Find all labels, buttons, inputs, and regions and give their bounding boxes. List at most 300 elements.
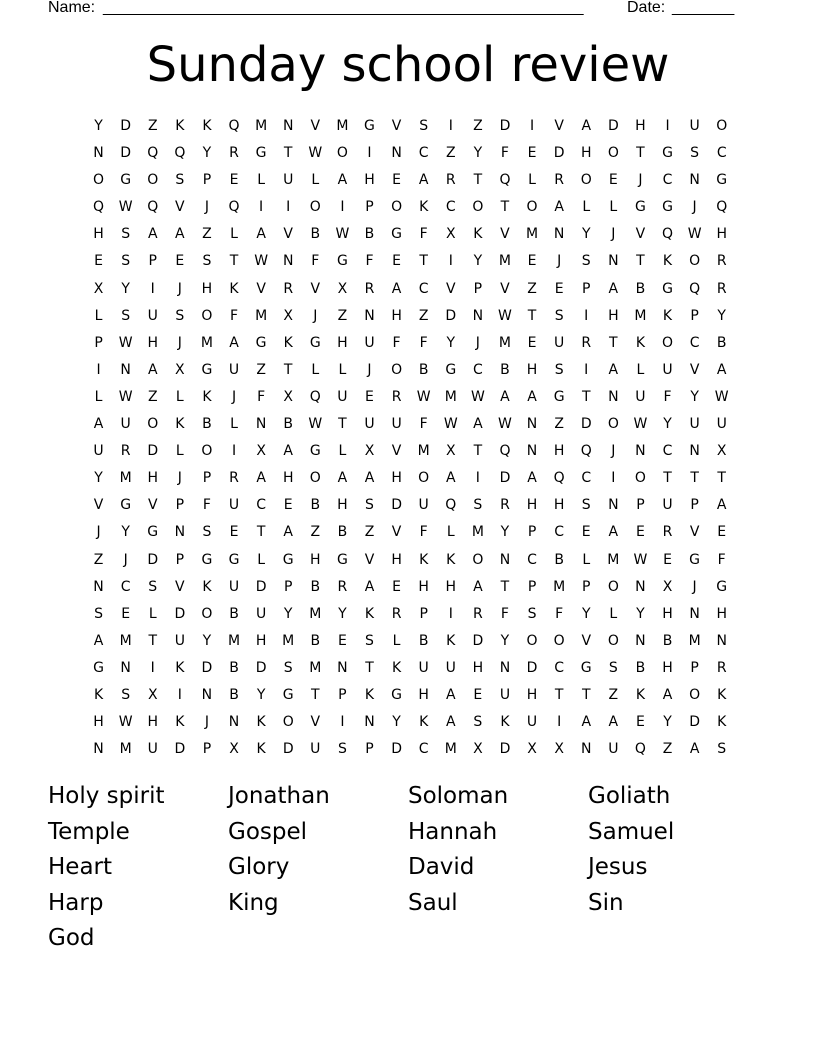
- grid-letter: N: [120, 659, 131, 676]
- grid-letter: F: [555, 605, 564, 622]
- grid-letter: L: [311, 172, 320, 189]
- grid-letter: U: [364, 334, 375, 351]
- grid-letter: M: [471, 524, 484, 541]
- grid-letter: Z: [147, 388, 158, 405]
- grid-letter: Q: [634, 741, 646, 758]
- grid-letter: T: [473, 443, 483, 460]
- grid-letter: M: [119, 470, 132, 487]
- date-label: Date:: [627, 0, 666, 16]
- grid-letter: K: [662, 253, 673, 270]
- grid-letter: K: [419, 714, 429, 731]
- word-bank-item: Hannah: [408, 818, 498, 845]
- grid-letter: S: [608, 659, 618, 676]
- grid-letter: P: [175, 497, 185, 514]
- grid-letter: A: [364, 578, 375, 595]
- grid-letter: K: [446, 632, 456, 649]
- grid-letter: A: [500, 388, 510, 405]
- grid-letter: U: [255, 605, 267, 622]
- grid-letter: R: [662, 524, 673, 541]
- grid-letter: G: [255, 145, 267, 162]
- grid-letter: H: [391, 307, 402, 324]
- grid-letter: N: [364, 307, 375, 324]
- grid-letter: K: [93, 686, 104, 703]
- grid-letter: A: [418, 172, 429, 189]
- grid-letter: H: [418, 686, 429, 703]
- grid-letter: L: [257, 551, 266, 568]
- grid-letter: K: [446, 551, 456, 568]
- grid-letter: A: [93, 632, 104, 649]
- grid-letter: D: [282, 741, 294, 758]
- grid-letter: N: [608, 497, 619, 514]
- grid-letter: Z: [202, 226, 212, 243]
- grid-letter: N: [93, 578, 104, 595]
- grid-row: [85, 682, 736, 709]
- grid-letter: Y: [500, 632, 510, 649]
- grid-letter: T: [311, 686, 320, 703]
- grid-letter: D: [499, 118, 511, 134]
- grid-letter: S: [527, 605, 537, 622]
- grid-letter: V: [310, 280, 321, 297]
- grid-letter: I: [475, 470, 480, 487]
- grid-letter: Y: [202, 632, 212, 649]
- grid-letter: F: [257, 388, 266, 405]
- grid-letter: U: [689, 118, 700, 134]
- grid-letter: T: [365, 659, 374, 676]
- grid-letter: X: [93, 280, 104, 297]
- grid-letter: S: [581, 253, 591, 270]
- grid-letter: H: [526, 361, 538, 378]
- grid-letter: D: [391, 497, 402, 514]
- grid-letter: X: [256, 443, 266, 460]
- grid-letter: A: [445, 714, 456, 731]
- grid-letter: I: [584, 361, 589, 378]
- grid-letter: D: [472, 632, 484, 649]
- grid-letter: H: [418, 578, 429, 595]
- grid-letter: X: [283, 388, 293, 405]
- grid-letter: A: [608, 524, 619, 541]
- grid-row: [85, 330, 736, 357]
- grid-letter: H: [93, 226, 104, 243]
- grid-letter: U: [418, 659, 429, 676]
- grid-letter: M: [282, 632, 295, 649]
- grid-letter: K: [256, 741, 266, 758]
- grid-letter: F: [229, 307, 239, 324]
- grid-letter: U: [93, 443, 104, 460]
- grid-letter: E: [337, 632, 347, 649]
- grid-letter: S: [554, 361, 564, 378]
- grid-letter: B: [229, 605, 239, 622]
- grid-letter: H: [391, 470, 402, 487]
- grid-letter: F: [500, 145, 509, 162]
- grid-letter: E: [229, 524, 239, 541]
- grid-letter: U: [337, 388, 348, 405]
- grid-letter: N: [526, 443, 538, 460]
- grid-letter: I: [448, 253, 453, 270]
- grid-letter: N: [608, 253, 619, 270]
- grid-letter: N: [635, 578, 646, 595]
- grid-letter: Z: [337, 307, 348, 324]
- grid-letter: V: [500, 226, 510, 243]
- grid-letter: B: [310, 632, 321, 649]
- grid-letter: Y: [338, 605, 347, 622]
- word-search-grid: [85, 113, 736, 763]
- grid-letter: M: [255, 307, 268, 324]
- grid-letter: C: [689, 334, 700, 351]
- grid-letter: S: [283, 659, 293, 676]
- grid-letter: G: [634, 199, 646, 216]
- grid-row: [85, 194, 736, 221]
- grid-letter: C: [716, 145, 727, 162]
- grid-letter: X: [445, 443, 456, 460]
- grid-letter: R: [581, 334, 592, 351]
- grid-letter: U: [499, 686, 511, 703]
- grid-letter: Q: [580, 443, 592, 460]
- grid-letter: T: [256, 524, 266, 541]
- grid-letter: W: [443, 416, 458, 433]
- grid-letter: L: [257, 172, 266, 189]
- grid-letter: T: [554, 686, 564, 703]
- grid-letter: P: [365, 199, 374, 216]
- grid-letter: J: [611, 226, 616, 243]
- grid-letter: Z: [554, 416, 564, 433]
- grid-letter: U: [174, 632, 185, 649]
- grid-letter: K: [635, 686, 646, 703]
- grid-letter: W: [308, 416, 323, 433]
- grid-letter: G: [689, 551, 701, 568]
- grid-letter: G: [662, 199, 673, 216]
- grid-letter: V: [689, 361, 700, 378]
- grid-letter: R: [229, 145, 239, 162]
- word-bank-item: Jesus: [588, 854, 648, 880]
- grid-letter: F: [717, 551, 726, 568]
- grid-letter: G: [228, 551, 240, 568]
- grid-letter: P: [690, 307, 699, 324]
- grid-letter: H: [255, 632, 267, 649]
- grid-letter: S: [473, 714, 483, 731]
- grid-letter: G: [445, 361, 457, 378]
- grid-row: [85, 574, 736, 601]
- grid-letter: V: [554, 118, 564, 134]
- grid-letter: T: [229, 253, 239, 270]
- grid-row: [85, 167, 736, 194]
- grid-letter: I: [150, 280, 155, 297]
- grid-letter: P: [365, 741, 374, 758]
- grid-letter: I: [259, 199, 264, 216]
- header-line: [48, 0, 748, 20]
- page-title: Sunday school review: [146, 37, 670, 93]
- word-bank-item: Sin: [588, 889, 624, 916]
- grid-letter: R: [716, 659, 727, 676]
- grid-letter: P: [202, 470, 212, 487]
- grid-letter: G: [309, 443, 321, 460]
- grid-letter: Q: [553, 470, 565, 487]
- grid-letter: Y: [500, 524, 510, 541]
- grid-row: [85, 547, 736, 574]
- grid-row: [85, 628, 736, 655]
- grid-letter: L: [582, 199, 591, 216]
- grid-letter: P: [202, 172, 212, 189]
- grid-letter: V: [500, 280, 510, 297]
- grid-letter: Z: [608, 686, 619, 703]
- grid-letter: N: [553, 226, 565, 243]
- grid-letter: A: [283, 524, 293, 541]
- grid-letter: O: [580, 172, 592, 189]
- grid-letter: X: [337, 280, 348, 297]
- grid-letter: U: [635, 388, 646, 405]
- grid-letter: H: [716, 226, 727, 243]
- grid-letter: B: [229, 659, 239, 676]
- grid-letter: O: [309, 470, 321, 487]
- grid-letter: W: [498, 416, 512, 433]
- grid-letter: U: [310, 741, 321, 758]
- grid-row: [85, 519, 736, 546]
- grid-letter: G: [120, 497, 132, 514]
- grid-letter: T: [527, 307, 537, 324]
- grid-letter: S: [121, 686, 131, 703]
- grid-letter: D: [147, 551, 159, 568]
- grid-letter: N: [635, 632, 646, 649]
- grid-letter: E: [635, 714, 645, 731]
- name-blank: ______________________________________________________: [103, 0, 584, 16]
- grid-letter: D: [499, 741, 511, 758]
- grid-letter: Z: [93, 551, 104, 568]
- grid-letter: M: [227, 632, 241, 649]
- grid-letter: E: [365, 388, 374, 405]
- grid-letter: J: [367, 361, 372, 378]
- grid-letter: B: [500, 361, 510, 378]
- grid-letter: A: [229, 334, 239, 351]
- grid-letter: Q: [499, 443, 511, 460]
- grid-letter: W: [498, 307, 512, 324]
- word-bank-item: Glory: [228, 854, 290, 880]
- grid-letter: T: [473, 172, 483, 189]
- grid-letter: U: [147, 307, 158, 324]
- grid-letter: N: [689, 605, 700, 622]
- grid-letter: C: [527, 551, 537, 568]
- grid-letter: E: [392, 172, 401, 189]
- grid-letter: H: [282, 470, 294, 487]
- grid-letter: T: [500, 578, 510, 595]
- grid-letter: F: [202, 497, 211, 514]
- grid-letter: A: [364, 470, 375, 487]
- grid-letter: W: [335, 226, 350, 243]
- grid-letter: U: [662, 497, 673, 514]
- grid-letter: B: [635, 280, 646, 297]
- grid-letter: J: [231, 388, 237, 405]
- grid-letter: K: [202, 578, 212, 595]
- word-bank-item: Heart: [48, 854, 113, 880]
- grid-letter: K: [256, 714, 266, 731]
- grid-letter: A: [473, 416, 483, 433]
- grid-letter: D: [445, 307, 457, 324]
- grid-letter: J: [557, 253, 562, 270]
- grid-letter: N: [364, 714, 375, 731]
- grid-letter: N: [282, 253, 294, 270]
- grid-letter: E: [608, 172, 618, 189]
- grid-letter: J: [475, 334, 480, 351]
- grid-letter: X: [445, 226, 456, 243]
- grid-letter: I: [150, 659, 155, 676]
- grid-letter: M: [309, 659, 322, 676]
- grid-letter: Z: [473, 118, 483, 134]
- grid-letter: X: [147, 686, 158, 703]
- grid-row: [85, 276, 736, 303]
- grid-letter: M: [444, 741, 457, 758]
- grid-letter: O: [147, 172, 159, 189]
- grid-letter: J: [96, 524, 101, 541]
- grid-letter: K: [419, 551, 429, 568]
- grid-letter: M: [417, 443, 430, 460]
- grid-letter: G: [201, 551, 213, 568]
- grid-letter: O: [689, 253, 701, 270]
- grid-letter: J: [692, 199, 697, 216]
- grid-letter: I: [448, 605, 453, 622]
- grid-letter: N: [689, 443, 700, 460]
- grid-letter: O: [336, 145, 348, 162]
- grid-letter: U: [120, 416, 131, 433]
- grid-letter: V: [310, 118, 321, 134]
- grid-letter: U: [147, 741, 158, 758]
- grid-letter: Y: [202, 145, 212, 162]
- grid-letter: N: [526, 416, 538, 433]
- grid-letter: Y: [473, 145, 483, 162]
- grid-letter: W: [118, 199, 133, 216]
- grid-letter: D: [174, 741, 186, 758]
- grid-letter: P: [473, 280, 483, 297]
- grid-letter: K: [364, 605, 375, 622]
- grid-letter: X: [554, 741, 564, 758]
- grid-letter: C: [418, 280, 429, 297]
- grid-letter: E: [635, 524, 645, 541]
- name-label: Name:: [48, 0, 96, 16]
- grid-letter: B: [554, 551, 564, 568]
- grid-letter: X: [229, 741, 239, 758]
- word-bank-item: Goliath: [588, 783, 671, 809]
- grid-letter: O: [418, 470, 430, 487]
- grid-letter: Z: [662, 741, 673, 758]
- grid-letter: K: [717, 686, 727, 703]
- grid-letter: D: [499, 470, 511, 487]
- grid-letter: B: [283, 416, 293, 433]
- grid-letter: N: [391, 145, 402, 162]
- grid-letter: E: [581, 524, 591, 541]
- grid-letter: U: [608, 741, 619, 758]
- grid-letter: Q: [228, 199, 240, 216]
- grid-row: [85, 438, 736, 465]
- grid-letter: B: [418, 361, 429, 378]
- grid-letter: R: [391, 388, 402, 405]
- grid-letter: N: [608, 388, 619, 405]
- grid-letter: X: [716, 443, 727, 460]
- grid-letter: Y: [581, 226, 591, 243]
- grid-letter: Y: [663, 416, 672, 433]
- grid-letter: K: [364, 686, 375, 703]
- grid-letter: O: [472, 199, 484, 216]
- grid-letter: B: [662, 632, 673, 649]
- grid-letter: H: [662, 605, 673, 622]
- grid-letter: W: [633, 551, 648, 568]
- grid-letter: T: [663, 470, 672, 487]
- grid-letter: L: [148, 605, 157, 622]
- grid-letter: B: [364, 226, 375, 243]
- grid-letter: D: [255, 659, 267, 676]
- grid-letter: O: [526, 632, 538, 649]
- grid-letter: W: [118, 388, 133, 405]
- grid-letter: U: [283, 172, 294, 189]
- grid-letter: K: [202, 118, 212, 134]
- grid-letter: N: [174, 524, 186, 541]
- grid-row: [85, 248, 736, 275]
- grid-letter: W: [633, 416, 648, 433]
- grid-letter: B: [310, 497, 321, 514]
- grid-letter: E: [175, 253, 185, 270]
- grid-letter: T: [636, 253, 645, 270]
- grid-letter: D: [689, 714, 700, 731]
- grid-letter: Z: [256, 361, 266, 378]
- grid-letter: A: [608, 361, 619, 378]
- grid-letter: N: [228, 714, 240, 731]
- grid-row: [85, 303, 736, 330]
- grid-letter: B: [635, 659, 646, 676]
- grid-letter: A: [608, 714, 619, 731]
- grid-letter: K: [229, 280, 239, 297]
- grid-letter: G: [364, 118, 375, 134]
- grid-letter: V: [310, 714, 321, 731]
- grid-letter: L: [392, 632, 401, 649]
- grid-letter: U: [716, 416, 727, 433]
- grid-letter: A: [527, 388, 537, 405]
- grid-letter: H: [147, 334, 158, 351]
- grid-letter: P: [690, 659, 699, 676]
- grid-letter: P: [283, 578, 293, 595]
- grid-letter: M: [255, 118, 268, 134]
- grid-letter: H: [147, 714, 158, 731]
- grid-letter: A: [689, 741, 700, 758]
- grid-letter: S: [717, 741, 727, 758]
- grid-letter: X: [527, 741, 537, 758]
- word-bank: [48, 780, 768, 958]
- grid-letter: R: [364, 280, 375, 297]
- grid-letter: G: [662, 145, 673, 162]
- grid-letter: A: [716, 497, 727, 514]
- grid-letter: C: [554, 659, 565, 676]
- grid-letter: Q: [147, 145, 159, 162]
- grid-row: [85, 113, 736, 140]
- grid-letter: C: [581, 470, 592, 487]
- grid-letter: N: [120, 361, 131, 378]
- grid-letter: T: [636, 145, 645, 162]
- grid-letter: O: [201, 605, 213, 622]
- grid-letter: Y: [283, 605, 293, 622]
- grid-letter: H: [608, 307, 619, 324]
- grid-letter: O: [716, 118, 728, 134]
- grid-letter: J: [204, 714, 209, 731]
- grid-letter: T: [283, 361, 293, 378]
- grid-letter: M: [688, 632, 701, 649]
- grid-letter: N: [499, 551, 511, 568]
- grid-letter: W: [714, 388, 729, 405]
- grid-letter: S: [337, 741, 347, 758]
- grid-letter: B: [202, 416, 212, 433]
- grid-letter: L: [175, 388, 184, 405]
- grid-letter: F: [419, 334, 428, 351]
- grid-letter: E: [121, 605, 131, 622]
- grid-letter: A: [256, 226, 266, 243]
- grid-letter: V: [391, 118, 402, 134]
- grid-letter: L: [582, 551, 591, 568]
- grid-letter: X: [662, 578, 673, 595]
- grid-letter: R: [229, 470, 239, 487]
